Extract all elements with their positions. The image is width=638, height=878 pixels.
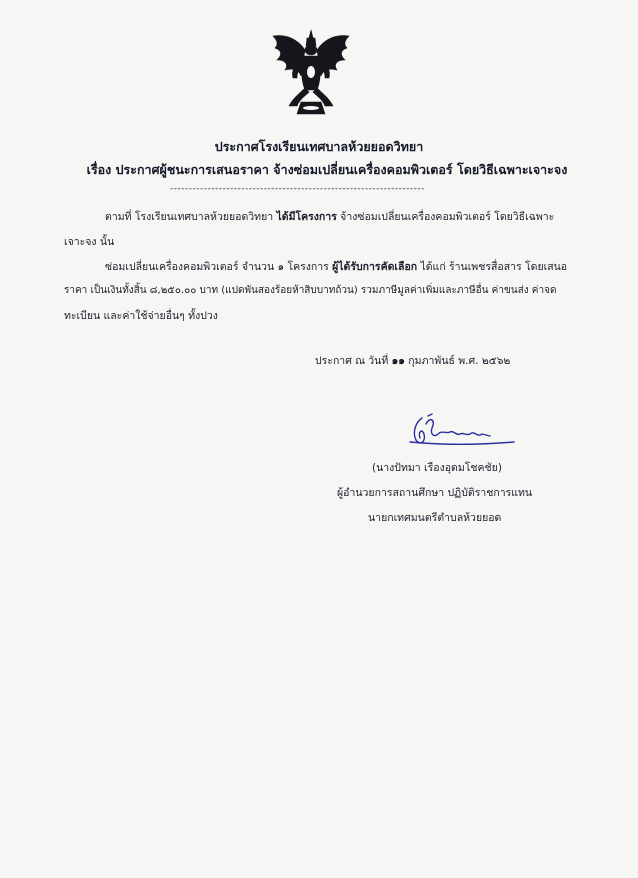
date-day: ๑๑ xyxy=(391,355,405,367)
paragraph-1-line-1 xyxy=(105,208,554,225)
signatory-position-1: ผู้อำนวยการสถานศึกษา ปฏิบัติราชการแทน xyxy=(337,487,533,499)
garuda-emblem-icon xyxy=(267,28,355,116)
signatory-name: (นางปัทมา เรืองอุดมโชคชัย) xyxy=(372,462,502,474)
paragraph-2-line-1 xyxy=(105,258,567,275)
divider-line: -------------------------------------------------------------------- xyxy=(170,184,425,194)
p1-text-b: ได้มีโครงการ xyxy=(276,211,337,223)
paragraph-2-line-3: ทะเบียน และค่าใช้จ่ายอื่นๆ ทั้งปวง xyxy=(64,310,218,322)
paragraph-1-line-2: เจาะจง นั้น xyxy=(64,236,115,248)
p2-text-c: ได้แก่ ร้านเพชรสื่อสาร โดยเสนอ xyxy=(417,261,568,273)
date-suffix: กุมภาพันธ์ พ.ศ. ๒๕๖๒ xyxy=(404,355,511,367)
p1-text-a: ตามที่ โรงเรียนเทศบาลห้วยยอดวิทยา xyxy=(105,211,277,223)
signatory-position-2: นายกเทศมนตรีตำบลห้วยยอด xyxy=(368,512,502,524)
date-prefix: ประกาศ ณ วันที่ xyxy=(315,355,392,367)
paragraph-2-line-2: ราคา เป็นเงินทั้งสิ้น ๘,๒๕๐.๐๐ บาท (แปดพันสองร้อยห้าสิบบาทถ้วน) รวมภาษีมูลค่าเพิ่มและภาษีอื่น ค่าขนส่ง ค่าจด xyxy=(64,285,557,296)
handwritten-signature-icon xyxy=(402,412,520,454)
p1-text-c: จ้างซ่อมเปลี่ยนเครื่องคอมพิวเตอร์ โดยวิธีเฉพาะ xyxy=(336,211,555,223)
announcement-date xyxy=(315,352,510,369)
p2-text-b: ผู้ได้รับการคัดเลือก xyxy=(332,261,418,273)
announcement-title: ประกาศโรงเรียนเทศบาลห้วยยอดวิทยา xyxy=(214,139,424,154)
announcement-subject: เรื่อง ประกาศผู้ชนะการเสนอราคา จ้างซ่อมเปลี่ยนเครื่องคอมพิวเตอร์ โดยวิธีเฉพาะเจาะจง xyxy=(86,162,568,177)
p2-text-a: ซ่อมเปลี่ยนเครื่องคอมพิวเตอร์ จำนวน ๑ โครงการ xyxy=(105,261,333,273)
